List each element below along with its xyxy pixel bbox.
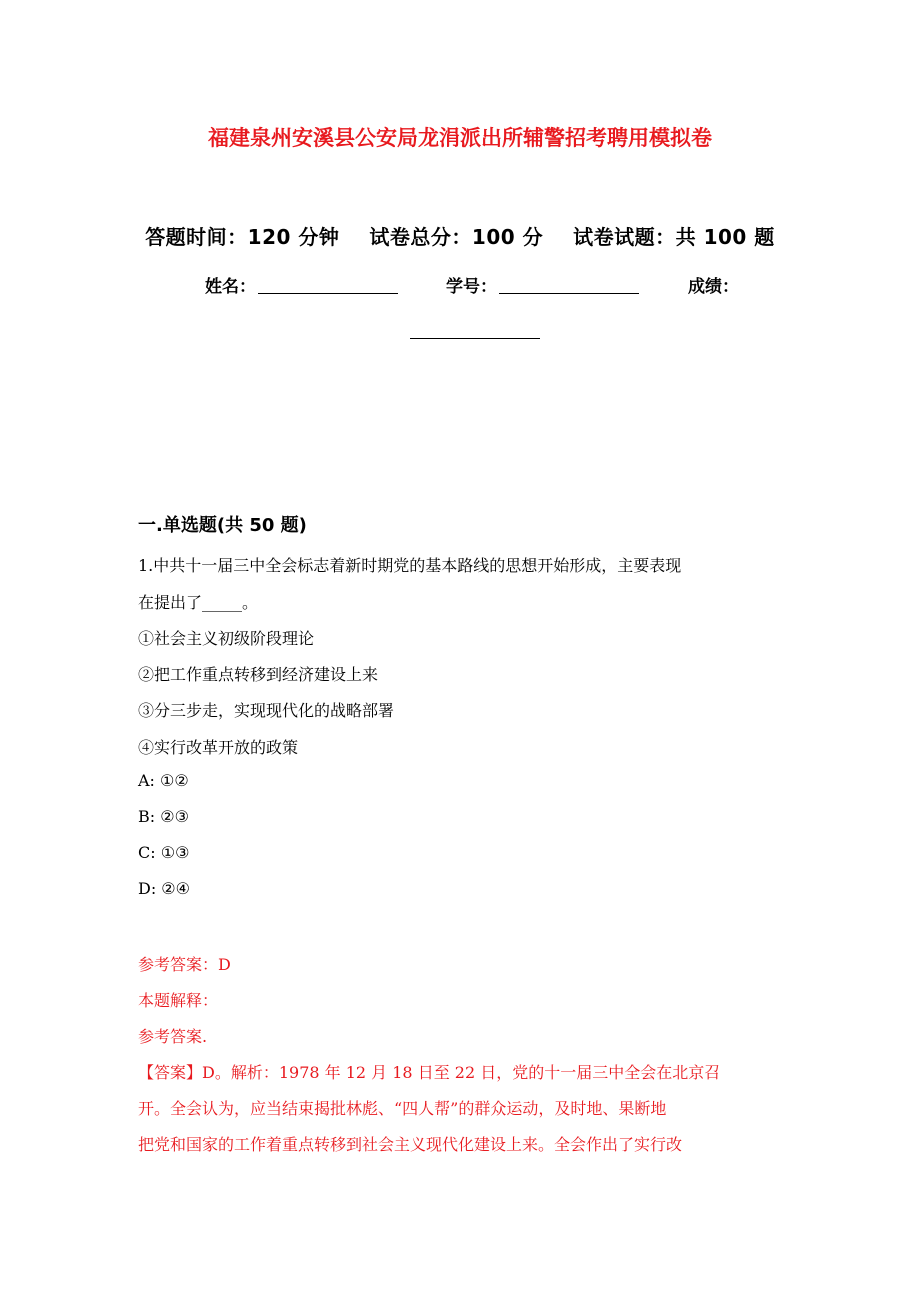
exam-info: [0, 221, 920, 250]
question-stem-line-2: 在提出了_____。: [138, 593, 259, 612]
explanation-line: 开。全会认为，应当结束揭批林彪、“四人帮”的群众运动，及时地、果断地: [138, 1099, 667, 1118]
score-field: [688, 272, 739, 297]
explanation-line: 把党和国家的工作着重点转移到社会主义现代化建设上来。全会作出了实行改: [138, 1135, 683, 1154]
question-stem-line-1: 1.中共十一届三中全会标志着新时期党的基本路线的思想开始形成，主要表现: [138, 556, 682, 575]
name-field: [205, 272, 398, 297]
explanation-line: 【答案】D。解析：1978 年 12 月 18 日至 22 日，党的十一届三中全会在北京召: [138, 1063, 721, 1082]
statement-item: ①社会主义初级阶段理论: [138, 629, 315, 648]
option-d: D: ②④: [138, 879, 190, 898]
section-heading: 一.单选题(共 50 题): [138, 515, 307, 536]
id-blank: [499, 277, 639, 294]
id-field: [446, 272, 639, 297]
statement-item: ②把工作重点转移到经济建设上来: [138, 665, 379, 684]
score-blank: [410, 322, 540, 339]
score-label: 成绩：: [688, 277, 739, 297]
exam-total-score: 试卷总分：100 分: [369, 225, 544, 249]
statement-item: ④实行改革开放的政策: [138, 738, 299, 757]
option-c: C: ①③: [138, 843, 190, 862]
name-label: 姓名：: [205, 277, 256, 297]
exam-time: 答题时间：120 分钟: [145, 225, 340, 249]
option-b: B: ②③: [138, 807, 189, 826]
explanation-label: 本题解释：: [138, 991, 219, 1010]
page-title: 福建泉州安溪县公安局龙涓派出所辅警招考聘用模拟卷: [208, 126, 712, 150]
name-blank: [258, 277, 398, 294]
reference-answer: 参考答案：D: [138, 955, 231, 974]
reference-answer-label: 参考答案.: [138, 1027, 208, 1046]
id-label: 学号：: [446, 277, 497, 297]
option-a: A: ①②: [138, 771, 189, 790]
statement-item: ③分三步走，实现现代化的战略部署: [138, 701, 395, 720]
exam-question-count: 试卷试题：共 100 题: [573, 225, 775, 249]
